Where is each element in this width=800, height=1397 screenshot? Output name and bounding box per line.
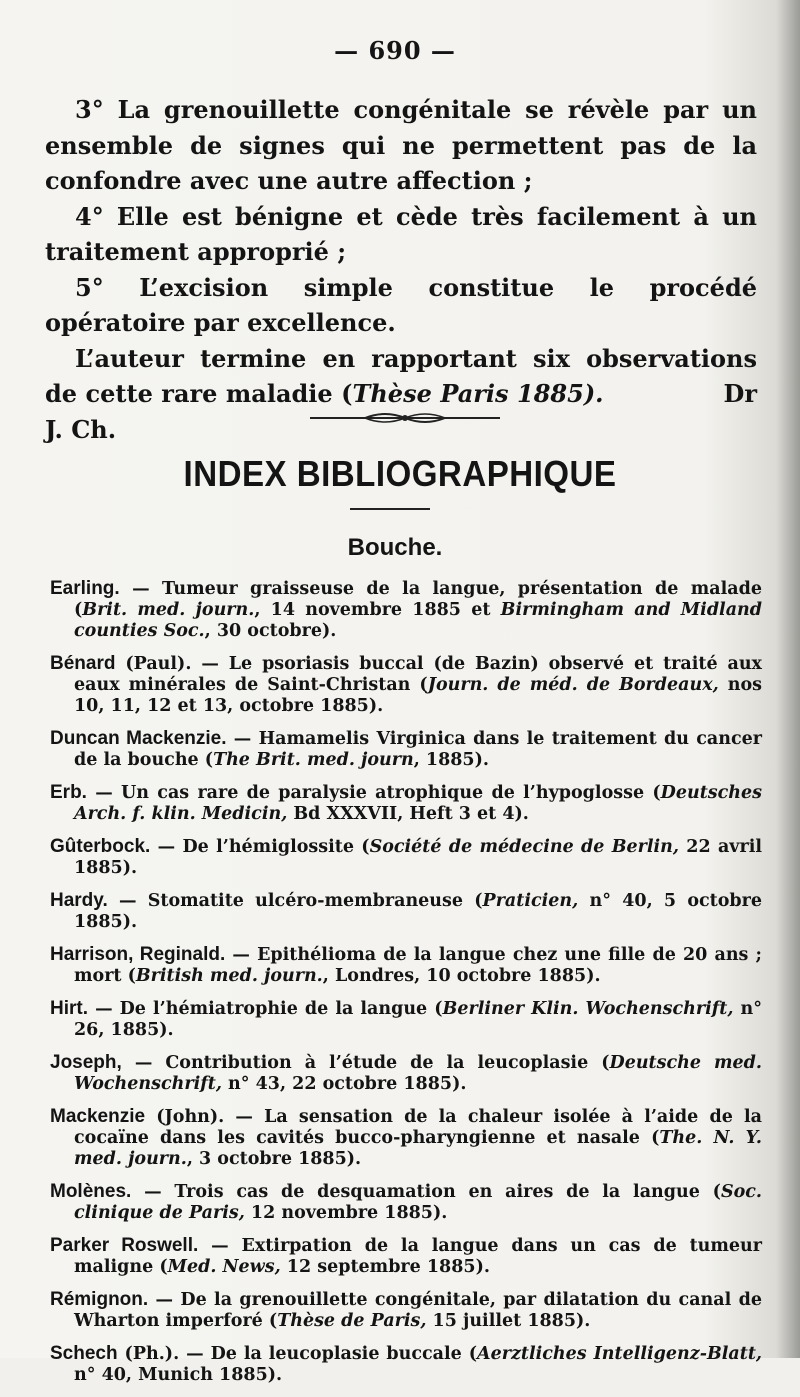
entry-source: Aerztliches Intelligenz-Blatt, — [477, 1344, 762, 1364]
entry-source: The. N. Y. med. journ. — [74, 1128, 762, 1169]
entry-text: n° 43, 22 octobre 1885). — [221, 1074, 467, 1094]
entry-author: Hirt. — [50, 998, 88, 1019]
entry-author: Rémignon. — [50, 1289, 149, 1310]
entry-source: Praticien, — [482, 891, 579, 911]
entry-author: Earling. — [50, 578, 120, 599]
bibliography-entry — [50, 1106, 762, 1170]
entry-text: , Londres, 10 octobre 1885). — [322, 966, 601, 986]
signature: Dr J. Ch. — [45, 379, 757, 444]
entry-text: , 30 octobre). — [204, 621, 337, 641]
entry-text: — Contribution à l’étude de la leucoplasie ( — [121, 1053, 610, 1073]
bibliography-entry — [50, 998, 762, 1041]
entry-author: Joseph, — [50, 1052, 122, 1073]
bibliography-entry — [50, 1181, 762, 1224]
entry-text: , 3 octobre 1885). — [186, 1149, 362, 1169]
entry-source: Société de médecine de Berlin, — [369, 837, 679, 857]
bibliography-entry — [50, 782, 762, 825]
entry-text: n° 26, 1885). — [74, 999, 763, 1040]
entry-text: — Trois cas de desquamation en aires de la langue ( — [131, 1182, 721, 1202]
entry-text: — Hamamelis Virginica dans le traitement du cancer de la bouche ( — [74, 729, 762, 770]
bibliography-entry — [50, 1343, 762, 1386]
entry-text: 12 novembre 1885). — [244, 1203, 448, 1223]
entry-text: — De la grenouillette congénitale, par dilatation du canal de Wharton imperforé ( — [74, 1290, 762, 1331]
entry-text: (Ph.). — De la leucoplasie buccale ( — [117, 1344, 478, 1364]
paragraph-6-source: Thèse Paris 1885). — [352, 379, 604, 408]
entry-text: , 14 novembre 1885 et — [254, 600, 501, 620]
ornament-divider — [310, 408, 500, 428]
entry-source: Deutsches Arch. f. klin. Medicin, — [74, 783, 762, 824]
bibliography-entry — [50, 728, 762, 771]
entry-text: 15 juillet 1885). — [426, 1311, 591, 1331]
entry-source: Birmingham and Midland counties Soc. — [74, 600, 762, 641]
entry-text: Bd XXXVII, Heft 3 et 4). — [287, 804, 529, 824]
entry-author: Hardy. — [50, 890, 108, 911]
entry-text: — De l’hémiglossite ( — [150, 837, 370, 857]
entry-text: (John). — La sensation de la chaleur isolée à l’aide de la cocaïne dans les cavités bucco-pharyngienne et nasale ( — [74, 1107, 762, 1148]
bibliography-entry — [50, 1052, 762, 1095]
bibliography-list — [50, 578, 762, 1397]
bibliography-entry — [50, 890, 762, 933]
entry-author: Gûterbock. — [50, 836, 151, 857]
entry-text: (Paul). — Le psoriasis buccal (de Bazin) observé et traité aux eaux minérales de Saint-Christan ( — [74, 654, 762, 695]
bibliography-entry — [50, 944, 762, 987]
entry-text: — Epithélioma de la langue chez une fille de 20 ans ; mort ( — [74, 945, 763, 986]
entry-source: Brit. med. journ. — [82, 600, 255, 620]
entry-source: Berliner Klin. Wochenschrift, — [442, 999, 734, 1019]
paragraph-6 — [45, 341, 757, 448]
paragraph-5: 5° L’excision simple constitue le procédé opératoire par excellence. — [45, 272, 757, 337]
entry-author: Duncan Mackenzie. — [50, 728, 227, 749]
entry-source: British med. journ. — [135, 966, 323, 986]
entry-author: Bénard — [50, 653, 116, 674]
entry-text: nos 10, 11, 12 et 13, octobre 1885). — [74, 675, 762, 716]
entry-source: Journ. de méd. de Bordeaux, — [427, 675, 719, 695]
entry-text: — Tumeur graisseuse de la langue, présentation de malade ( — [74, 579, 762, 620]
paragraph-3: 3° La grenouillette congénitale se révèle par un ensemble de signes qui ne permettent pas de la confondre avec une autre affection ; — [45, 95, 757, 195]
entry-author: Parker Roswell. — [50, 1235, 199, 1256]
page-number: — 690 — — [334, 36, 456, 65]
entry-text: — Un cas rare de paralysie atrophique de l’hypoglosse ( — [86, 783, 661, 803]
entry-source: Deutsche med. Wochenschrift, — [74, 1053, 762, 1094]
bibliography-entry — [50, 1289, 762, 1332]
bibliography-entry — [50, 1235, 762, 1278]
entry-text: 22 avril 1885). — [74, 837, 762, 878]
entry-text: n° 40, 5 octobre 1885). — [74, 891, 762, 932]
entry-text: 12 septembre 1885). — [280, 1257, 490, 1277]
entry-source: Med. News, — [167, 1257, 281, 1277]
entry-author: Mackenzie — [50, 1106, 146, 1127]
entry-source: Thèse de Paris, — [277, 1311, 427, 1331]
entry-text: — Stomatite ulcéro-membraneuse ( — [107, 891, 483, 911]
entry-source: Soc. clinique de Paris, — [74, 1182, 762, 1223]
bibliography-entry — [50, 836, 762, 879]
index-title: INDEX BIBLIOGRAPHIQUE — [183, 453, 617, 494]
entry-author: Molènes. — [50, 1181, 132, 1202]
paragraph-6-text: L’auteur termine en rapportant six observations de cette rare maladie ( — [45, 343, 757, 408]
bibliography-entry — [50, 578, 762, 642]
entry-text: n° 40, Munich 1885). — [74, 1365, 283, 1385]
entry-text: , 1885). — [413, 750, 489, 770]
entry-text: — De l’hémiatrophie de la langue ( — [88, 999, 443, 1019]
entry-author: Schech — [50, 1343, 118, 1364]
bibliography-entry — [50, 653, 762, 717]
entry-author: Harrison, Reginald. — [50, 944, 226, 965]
entry-source: The Brit. med. journ — [213, 750, 414, 770]
paragraph-4: 4° Elle est bénigne et cède très facilement à un traitement approprié ; — [45, 201, 757, 266]
review-conclusion — [45, 92, 757, 447]
entry-author: Erb. — [50, 782, 87, 803]
entry-text: — Extirpation de la langue dans un cas de tumeur maligne ( — [74, 1236, 762, 1277]
title-rule — [350, 508, 430, 510]
section-heading: Bouche. — [347, 534, 443, 561]
